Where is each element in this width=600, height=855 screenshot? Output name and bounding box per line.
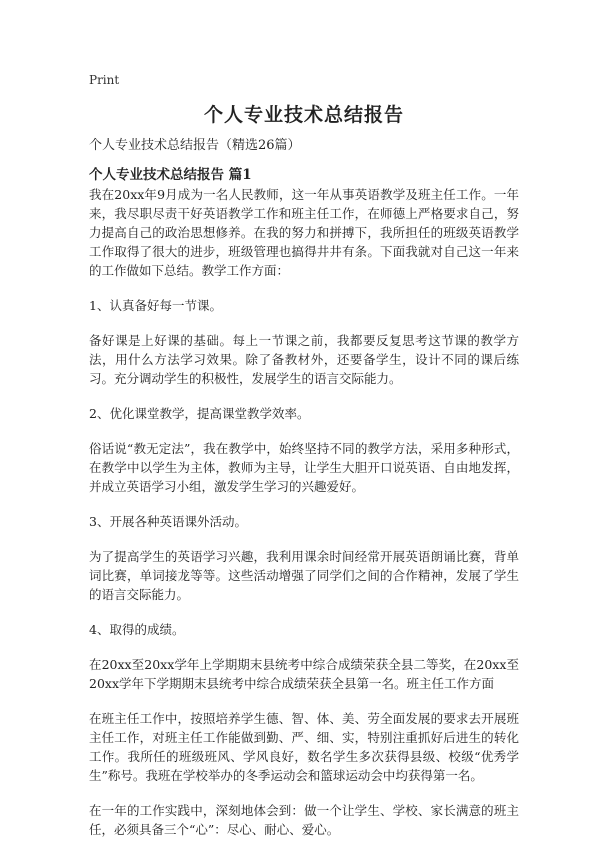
list-item-heading: 3、开展各种英语课外活动。 bbox=[89, 514, 247, 529]
list-item-heading: 2、优化课堂教学，提高课堂教学效率。 bbox=[89, 406, 310, 421]
body-paragraph: 备好课是上好课的基础。每上一节课之前，我都要反复思考这节课的教学方法，用什么方法学习效果。除了备教材外，还要备学生，设计不同的课后练习。充分调动学生的积极性，发展学生的语言交际能力。 bbox=[89, 333, 519, 386]
body-paragraph: 在20xx至20xx学年上学期期末县统考中综合成绩荣获全县二等奖，在20xx至20xx学年下学期期末县统考中综合成绩荣获全县第一名。班主任工作方面 bbox=[89, 657, 519, 691]
document-title: 个人专业技术总结报告 bbox=[203, 104, 404, 126]
body-paragraph: 俗话说“教无定法”，我在教学中，始终坚持不同的教学方法，采用多种形式，在教学中以学生为主体，教师为主导，让学生大胆开口说英语、自由地发挥，并成立英语学习小组，激发学生学习的兴趣爱好。 bbox=[89, 441, 519, 494]
body-paragraph: 在班主任工作中，按照培养学生德、智、体、美、劳全面发展的要求去开展班主任工作，对班主任工作能做到勤、严、细、实，特别注重抓好后进生的转化工作。我所任的班级班风、学风良好，数名学生多次获得县级、校级“优秀学生”称号。我班在学校举办的冬季运动会和篮球运动会中均获得第一名。 bbox=[89, 711, 519, 783]
document-body bbox=[89, 185, 519, 855]
body-paragraph: 在一年的工作实践中，深刻地体会到：做一个让学生、学校、家长满意的班主任，必须具备三个“心”：尽心、耐心、爱心。 bbox=[89, 803, 519, 837]
list-item-heading: 1、认真备好每一节课。 bbox=[89, 298, 222, 313]
intro-paragraph: 我在20xx年9月成为一名人民教师，这一年从事英语教学及班主任工作。一年来，我尽职尽责干好英语教学工作和班主任工作，在师德上严格要求自己，努力提高自己的政治思想修养。在我的努力和拼搏下，我所担任的班级英语教学工作取得了很大的进步，班级管理也搞得井井有条。下面我就对自己这一年来的工作做如下总结。教学工作方面： bbox=[89, 187, 519, 278]
section-heading: 个人专业技术总结报告 篇1 bbox=[89, 167, 252, 183]
document-subtitle: 个人专业技术总结报告（精选26篇） bbox=[89, 138, 301, 153]
print-link[interactable]: Print bbox=[89, 73, 120, 87]
body-paragraph: 为了提高学生的英语学习兴趣，我利用课余时间经常开展英语朗诵比赛，背单词比赛，单词接龙等等。这些活动增强了同学们之间的合作精神，发展了学生的语言交际能力。 bbox=[89, 549, 519, 602]
list-item-heading: 4、取得的成绩。 bbox=[89, 622, 185, 637]
